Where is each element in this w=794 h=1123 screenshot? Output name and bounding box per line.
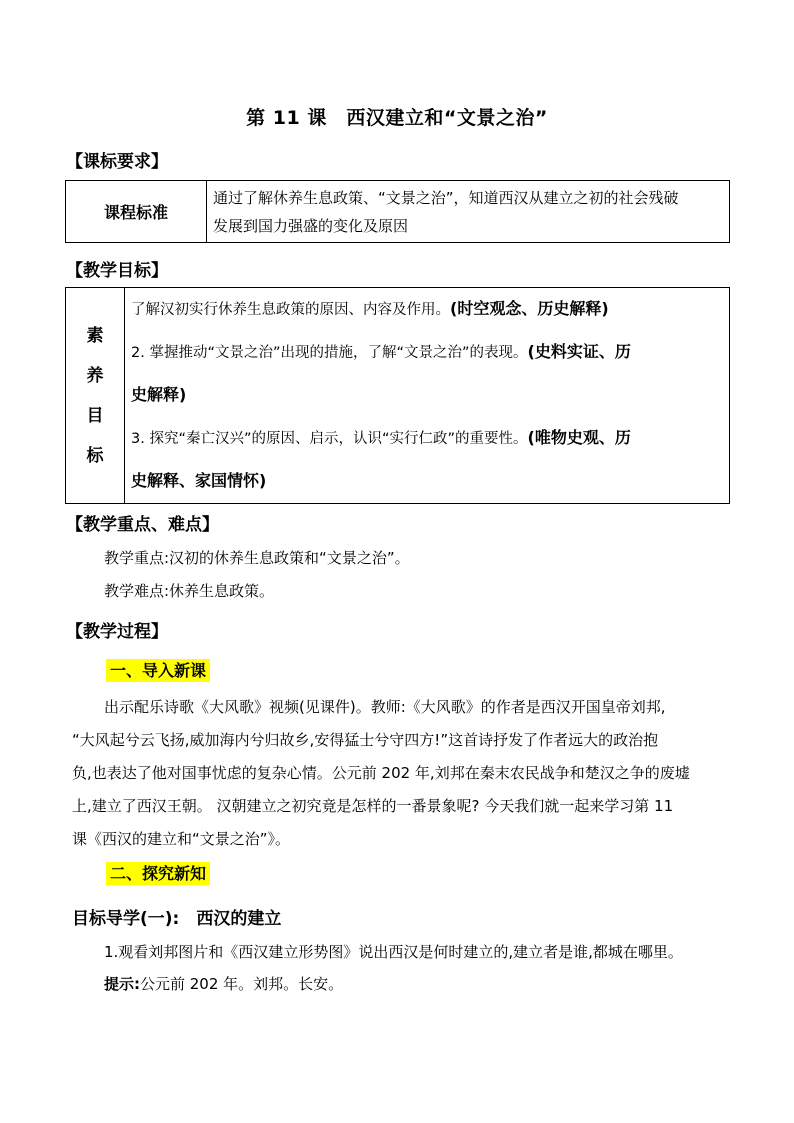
intro-line: 出示配乐诗歌《大风歌》视频(见课件)。教师:《大风歌》的作者是西汉开国皇帝刘邦,	[104, 698, 666, 716]
section-heading-process: 【教学过程】	[66, 622, 168, 642]
guide-heading: 目标导学(一): 西汉的建立	[72, 909, 282, 929]
key-difficulty: 教学难点:休养生息政策。	[104, 582, 275, 600]
hint-text: 公元前 202 年。刘邦。长安。	[140, 975, 344, 993]
label-char: 标	[86, 445, 104, 466]
key-focus: 教学重点:汉初的休养生息政策和“文景之治”。	[104, 549, 410, 567]
goal-tag: (时空观念、历史解释)	[450, 299, 609, 318]
label-char: 目	[86, 405, 104, 426]
page-title: 第 11 课 西汉建立和“文景之治”	[246, 107, 548, 129]
section-heading-curriculum: 【课标要求】	[66, 152, 168, 172]
goal-3	[125, 417, 729, 460]
curriculum-table	[65, 180, 730, 243]
curriculum-text	[207, 181, 730, 243]
goal-tag: (史料实证、历	[527, 342, 631, 361]
goal-2-cont	[125, 374, 729, 417]
curriculum-line: 发展到国力强盛的变化及原因	[213, 216, 409, 235]
curriculum-line: 通过了解休养生息政策、“文景之治”，知道西汉从建立之初的社会残破	[213, 188, 679, 207]
intro-line: 负,也表达了他对国事忧虑的复杂心情。公元前 202 年,刘邦在秦末农民战争和楚汉之争的废墟	[72, 764, 690, 782]
intro-line: 上,建立了西汉王朝。 汉朝建立之初究竟是怎样的一番景象呢? 今天我们就一起来学习第 11	[72, 797, 674, 815]
objectives-table	[65, 287, 730, 504]
objectives-label	[66, 288, 125, 504]
objectives-content	[125, 288, 730, 504]
step-intro-heading	[106, 658, 210, 681]
intro-line: “大风起兮云飞扬,威加海内兮归故乡,安得猛士兮守四方!”这首诗抒发了作者远大的政治抱	[72, 731, 659, 749]
label-char: 素	[86, 325, 104, 346]
goal-tag: 史解释、家国情怀)	[131, 471, 267, 490]
step-explore-heading	[106, 861, 210, 884]
goal-2	[125, 331, 729, 374]
goal-1	[125, 288, 729, 331]
goal-text: 3. 探究“秦亡汉兴”的原因、启示，认识“实行仁政”的重要性。	[131, 431, 528, 447]
hint-label: 提示:	[104, 975, 140, 993]
goal-tag: 史解释)	[131, 385, 187, 404]
question-1: 1.观看刘邦图片和《西汉建立形势图》说出西汉是何时建立的,建立者是谁,都城在哪里。	[104, 943, 683, 961]
hint	[104, 973, 343, 994]
goal-text: 了解汉初实行休养生息政策的原因、内容及作用。	[131, 302, 450, 318]
goal-3-cont	[125, 460, 729, 503]
goal-tag: (唯物史观、历	[527, 428, 631, 447]
curriculum-label: 课程标准	[66, 181, 207, 243]
highlight-label: 一、导入新课	[106, 659, 210, 682]
intro-line: 课《西汉的建立和“文景之治”》。	[72, 830, 291, 848]
goal-text: 2. 掌握推动“文景之治”出现的措施，了解“文景之治”的表现。	[131, 345, 528, 361]
highlight-label: 二、探究新知	[106, 862, 210, 885]
section-heading-objectives: 【教学目标】	[66, 261, 168, 281]
section-heading-keypoints: 【教学重点、难点】	[66, 515, 219, 535]
label-char: 养	[86, 365, 104, 386]
